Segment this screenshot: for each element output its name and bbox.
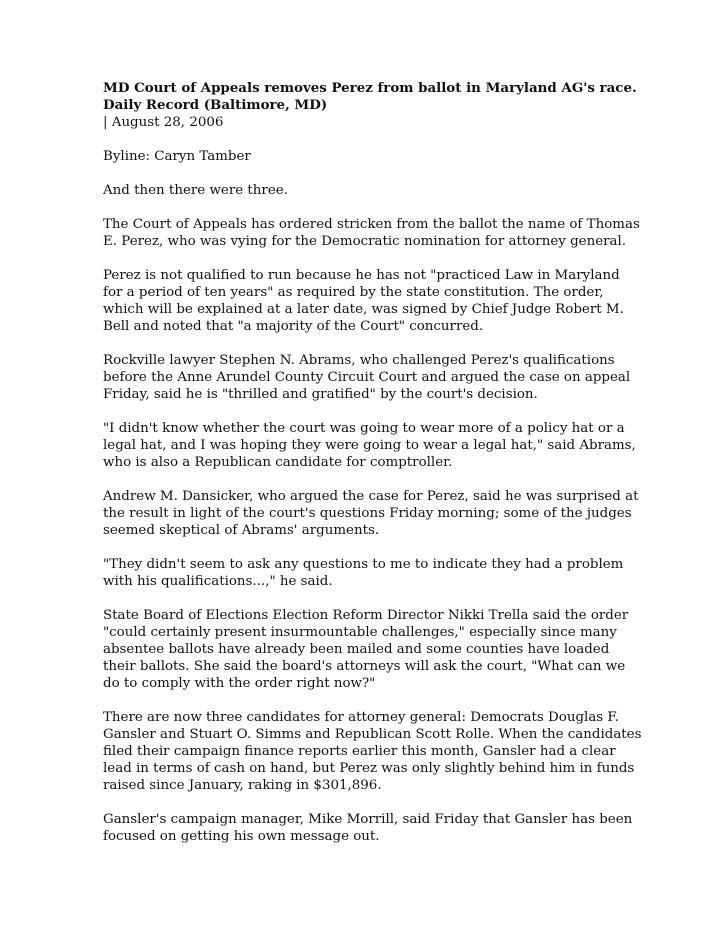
article-paragraph: There are now three candidates for attorney general: Democrats Douglas F. Gansler and Stuart O. Simms and Republican Scott Rolle. When the candidates filed their campaign finance reports earlier this month, Gansler had a clear lead in terms of cash on hand, but Perez was only slightly behind him in funds raised since January, raking in $301,896. [103, 710, 642, 793]
article-paragraph: Perez is not qualified to run because he has not "practiced Law in Maryland for a period of ten years" as required by the state constitution. The order, which will be explained at a later date, was signed by Chief Judge Robert M. Bell and noted that "a majority of the Court" concurred. [103, 268, 624, 334]
article [103, 80, 643, 862]
article-paragraph: Rockville lawyer Stephen N. Abrams, who challenged Perez's qualifications before the Anne Arundel County Circuit Court and argued the case on appeal Friday, said he is "thrilled and gratified" by the court's decision. [103, 353, 631, 402]
article-paragraph: And then there were three. [103, 183, 288, 198]
article-paragraph: State Board of Elections Election Reform Director Nikki Trella said the order "could certainly present insurmountable challenges," especially since many absentee ballots have already been mailed and some counties have loaded their ballots. She said the board's attorneys will ask the court, "What can we do to comply with the order right now?" [103, 608, 629, 691]
article-paragraph: Gansler's campaign manager, Mike Morrill, said Friday that Gansler has been focused on getting his own message out. [103, 812, 633, 844]
article-publication: Daily Record (Baltimore, MD) [103, 97, 328, 113]
article-paragraph: Andrew M. Dansicker, who argued the case for Perez, said he was surprised at the result in light of the court's questions Friday morning; some of the judges seemed skeptical of Abrams' arguments. [103, 489, 639, 538]
article-byline: Byline: Caryn Tamber [103, 149, 251, 164]
article-date: | August 28, 2006 [103, 115, 224, 130]
article-paragraph: The Court of Appeals has ordered stricken from the ballot the name of Thomas E. Perez, who was vying for the Democratic nomination for attorney general. [103, 217, 640, 249]
article-headline: MD Court of Appeals removes Perez from ballot in Maryland AG's race. [103, 80, 637, 96]
article-paragraph: "I didn't know whether the court was going to wear more of a policy hat or a legal hat, and I was hoping they were going to wear a legal hat," said Abrams, who is also a Republican candidate for comptroller. [103, 421, 636, 470]
article-paragraph: "They didn't seem to ask any questions to me to indicate they had a problem with his qualifications...," he said. [103, 557, 624, 589]
